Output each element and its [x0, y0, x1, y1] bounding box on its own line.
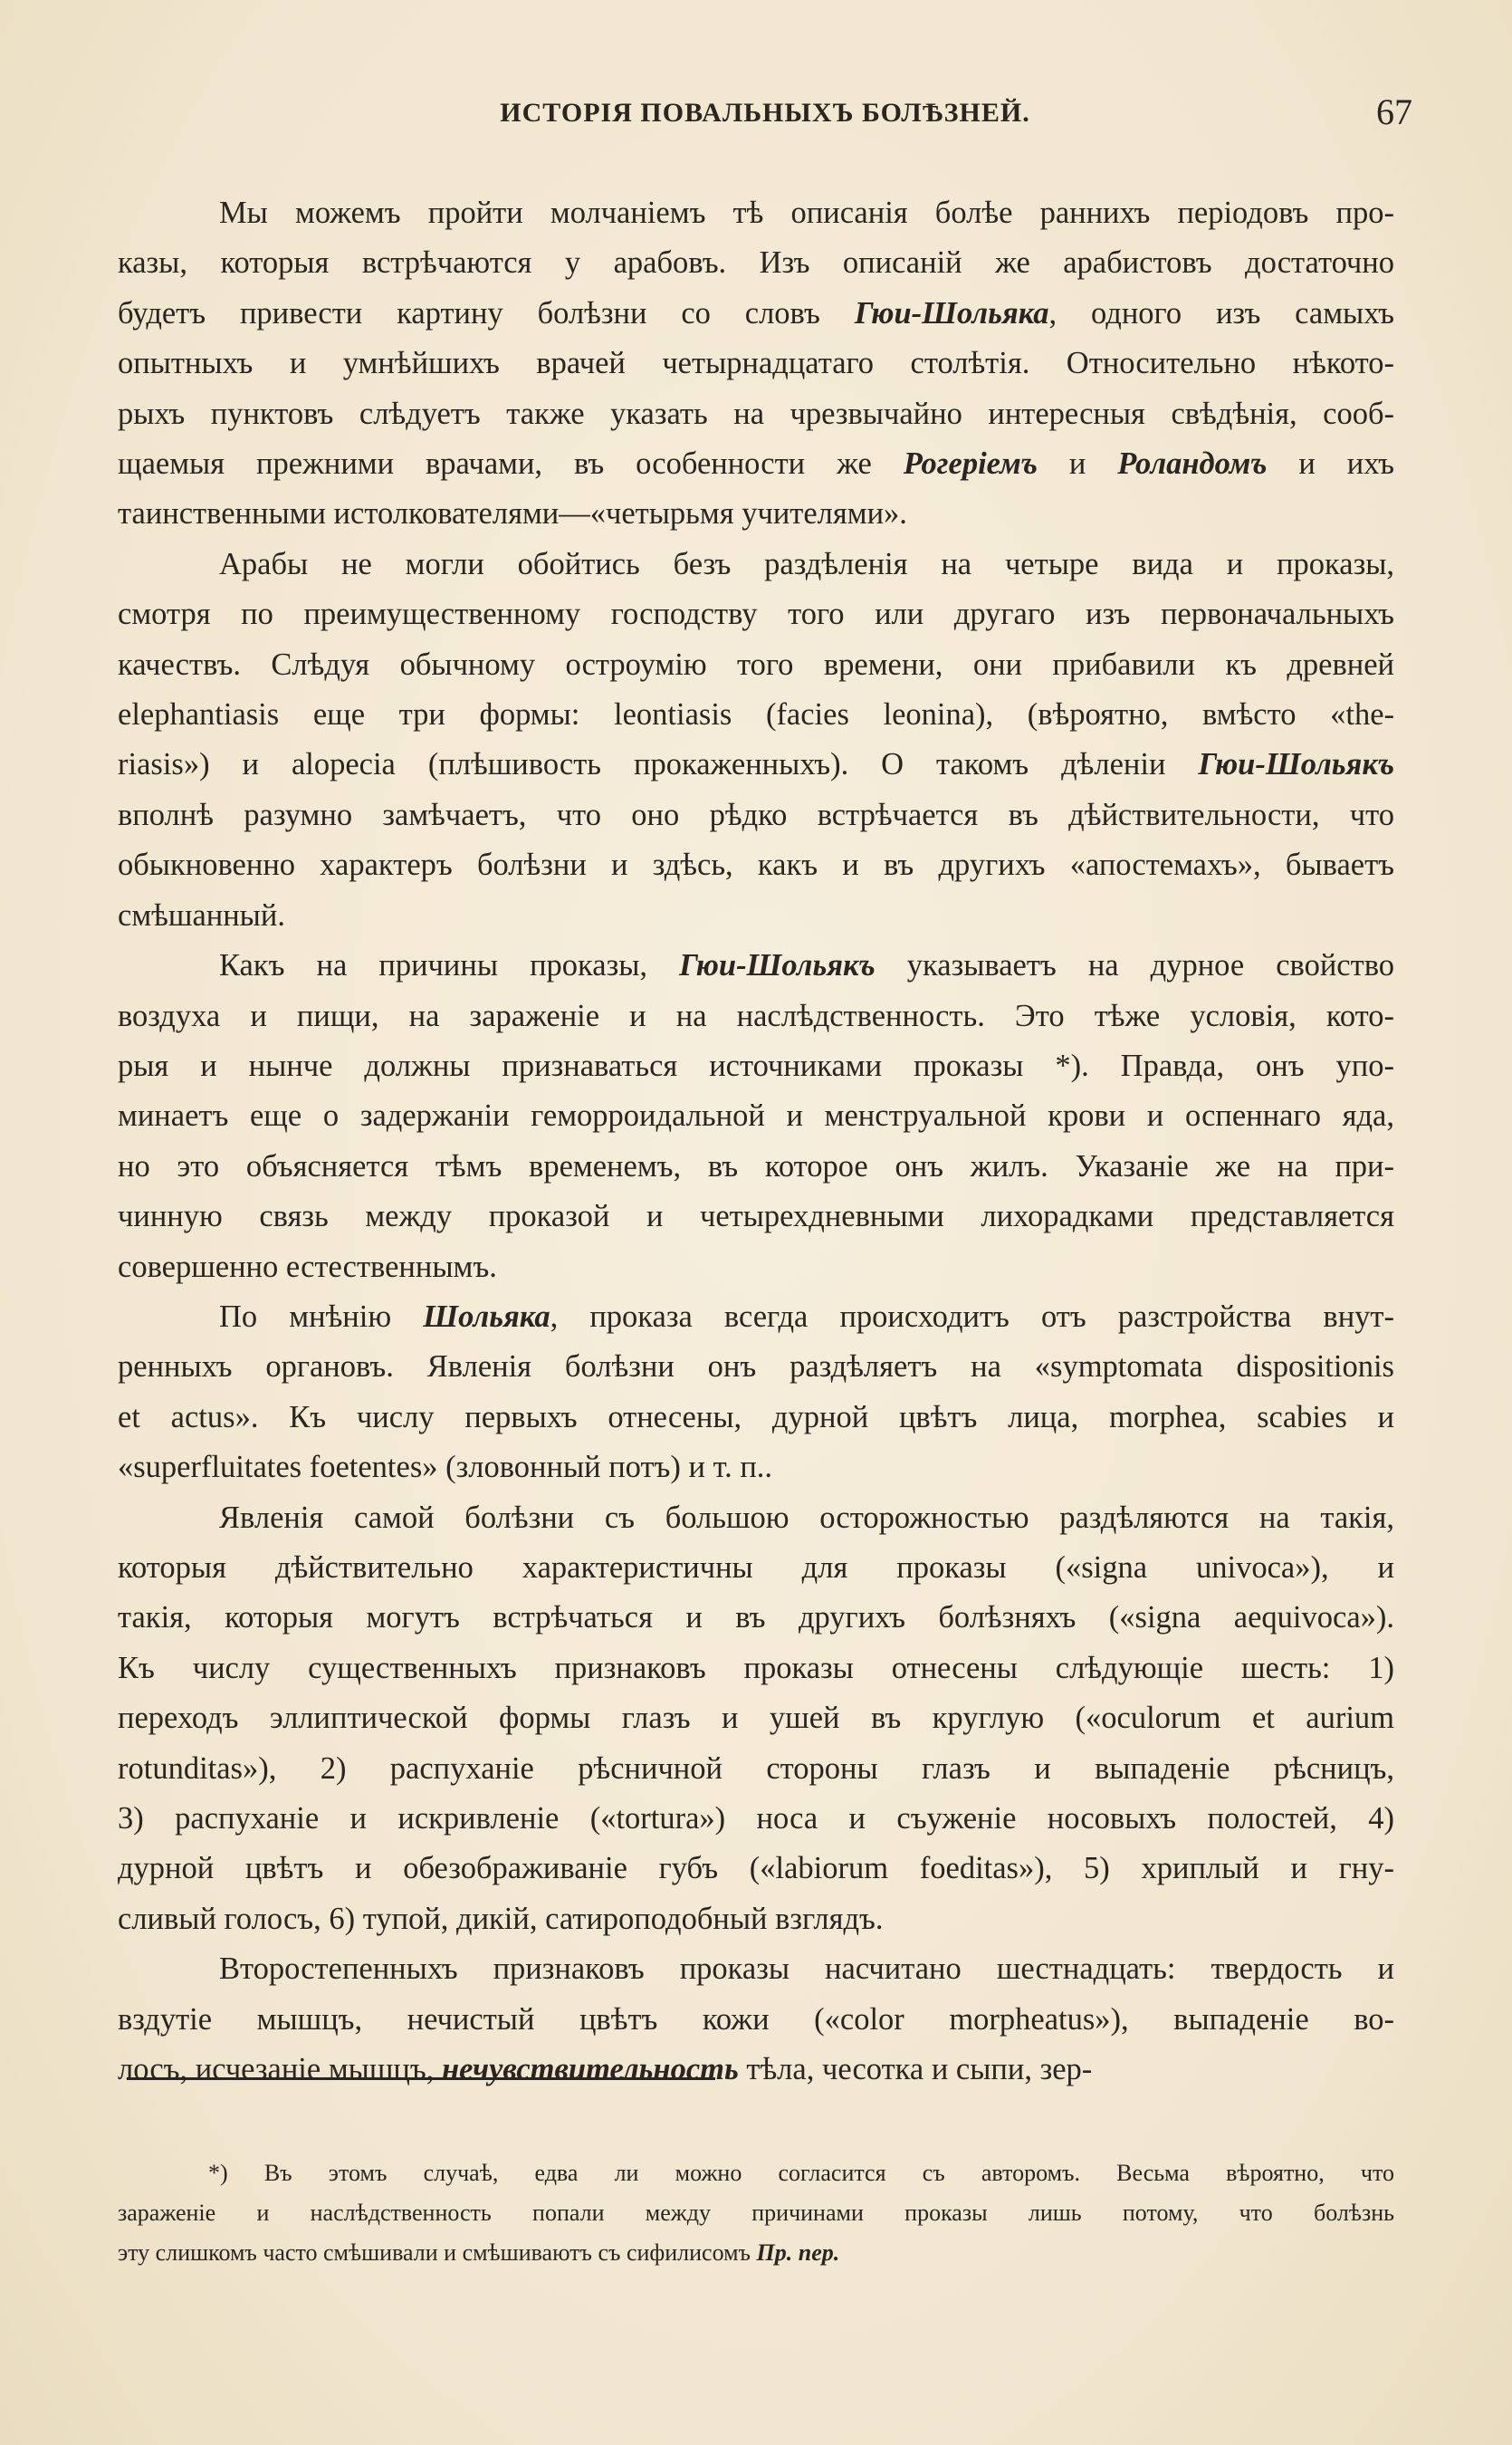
text-line: смѣшанный.	[118, 897, 285, 933]
text-line: лосъ, исчезаніе мышцъ, нечувствительность тѣла, чесотка и сыпи, зер-	[118, 2052, 1093, 2087]
text-line: дурной цвѣтъ и обезображиваніе губъ («labiorum foeditas»), 5) хриплый и гну-	[118, 1851, 1394, 1886]
page-header	[118, 91, 1412, 145]
text-line: riasis») и alopecia (плѣшивость прокаженныхъ). О такомъ дѣленіи Гюи-Шольякъ	[118, 747, 1394, 782]
text-line: 3) распуханіе и искривленіе («tortura») носа и съуженіе носовыхъ полостей, 4)	[118, 1801, 1394, 1836]
text-line: Къ числу существенныхъ признаковъ проказы отнесены слѣдующіе шесть: 1)	[118, 1650, 1394, 1685]
paragraph	[118, 1944, 1394, 2095]
text-line: качествъ. Слѣдуя обычному остроумію того времени, они прибавили къ древней	[118, 647, 1394, 682]
text-line: совершенно естественнымъ.	[118, 1249, 497, 1284]
text-line: rotunditas»), 2) распуханіе рѣсничной стороны глазъ и выпаденіе рѣсницъ,	[118, 1750, 1394, 1786]
text-line: et actus». Къ числу первыхъ отнесены, дурной цвѣтъ лица, morphea, scabies и	[118, 1399, 1394, 1434]
text-line: ренныхъ органовъ. Явленія болѣзни онъ раздѣляетъ на «symptomata dispositionis	[118, 1349, 1394, 1385]
text-line: чинную связь между проказой и четырехдневными лихорадками представляется	[118, 1199, 1394, 1234]
text-line: опытныхъ и умнѣйшихъ врачей четырнадцатаго столѣтія. Относительно нѣкото-	[118, 346, 1394, 381]
text-line: «superfluitates foetentes» (зловонный потъ) и т. п..	[118, 1450, 773, 1485]
paragraph	[118, 540, 1394, 941]
page-number: 67	[1376, 91, 1412, 132]
paragraph	[118, 1493, 1394, 1945]
text-line: эту слишкомъ часто смѣшивали и смѣшиваютъ съ сифилисомъ Пр. пер.	[118, 2239, 840, 2266]
italic-name: Рогеріемъ	[903, 446, 1038, 482]
text-line: которыя дѣйствительно характеристичны для проказы («signa univoca»), и	[118, 1549, 1394, 1585]
italic-name: нечувствительность	[441, 2052, 739, 2087]
text-line: рыя и нынче должны признаваться источниками проказы *). Правда, онъ упо-	[118, 1048, 1394, 1083]
text-line: переходъ эллиптической формы глазъ и ушей въ круглую («oculorum et aurium	[118, 1701, 1394, 1736]
text-line: Какъ на причины проказы, Гюи-Шольякъ указываетъ на дурное свойство	[219, 948, 1394, 983]
text-line: такія, которыя могутъ встрѣчаться и въ другихъ болѣзняхъ («signa aequivoca»).	[118, 1600, 1394, 1635]
text-line: таинственными истолкователями—«четырьмя учителями».	[118, 496, 907, 532]
text-line: elephantiasis еще три формы: leontiasis (facies leonina), (вѣроятно, вмѣсто «the-	[118, 697, 1394, 733]
paragraph	[118, 941, 1394, 1292]
text-line: По мнѣнію Шольяка, проказа всегда происходитъ отъ разстройства внут-	[219, 1299, 1394, 1334]
text-line: минаетъ еще о задержаніи геморроидальной и менструальной крови и оспеннаго яда,	[118, 1098, 1394, 1134]
text-line: смотря по преимущественному господству того или другаго изъ первоначальныхъ	[118, 597, 1394, 632]
text-line: вполнѣ разумно замѣчаетъ, что оно рѣдко встрѣчается въ дѣйствительности, что	[118, 797, 1394, 832]
text-line: обыкновенно характеръ болѣзни и здѣсь, какъ и въ другихъ «апостемахъ», бываетъ	[118, 848, 1394, 883]
italic-name: Пр. пер.	[756, 2239, 840, 2266]
text-line: вздутіе мышцъ, нечистый цвѣтъ кожи («color morpheatus»), выпаденіе во-	[118, 2001, 1394, 2037]
italic-name: Гюи-Шольяка	[854, 295, 1049, 331]
text-line: Явленія самой болѣзни съ большою осторожностью раздѣляются на такія,	[219, 1500, 1394, 1535]
text-line: будетъ привести картину болѣзни со словъ Гюи-Шольяка, одного изъ самыхъ	[118, 295, 1394, 331]
text-line: но это объясняется тѣмъ временемъ, въ которое онъ жилъ. Указаніе же на при-	[118, 1148, 1394, 1184]
text-line: Второстепенныхъ признаковъ проказы насчитано шестнадцать: твердость и	[219, 1951, 1394, 1987]
italic-name: Шольяка	[423, 1299, 550, 1334]
text-line: казы, которыя встрѣчаются у арабовъ. Изъ описаній же арабистовъ достаточно	[118, 245, 1394, 281]
text-line: сливый голосъ, 6) тупой, дикій, сатироподобный взглядъ.	[118, 1901, 884, 1936]
italic-name: Роландомъ	[1117, 446, 1268, 482]
text-line: Арабы не могли обойтись безъ раздѣленія на четыре вида и проказы,	[219, 546, 1394, 581]
running-title: ИСТОРІЯ ПОВАЛЬНЫХЪ БОЛѢЗНЕЙ.	[500, 98, 1030, 128]
text-line: *) Въ этомъ случаѣ, едва ли можно согласится съ авторомъ. Весьма вѣроятно, что	[208, 2160, 1394, 2186]
text-line: зараженіе и наслѣдственность попали между причинами проказы лишь потому, что болѣзнь	[118, 2200, 1394, 2226]
italic-name: Гюи-Шольякъ	[1198, 747, 1394, 782]
paragraph	[118, 188, 1394, 540]
italic-name: Гюи-Шольякъ	[679, 948, 876, 983]
text-line: Мы можемъ пройти молчаніемъ тѣ описанія болѣе раннихъ періодовъ про-	[219, 196, 1394, 230]
footnote	[118, 2153, 1394, 2273]
paragraph	[118, 1292, 1394, 1493]
main-text	[118, 188, 1394, 2095]
text-line: щаемыя прежними врачами, въ особенности же Рогеріемъ и Роландомъ и ихъ	[118, 446, 1394, 482]
footnote-rule	[127, 2077, 715, 2080]
text-line: рыхъ пунктовъ слѣдуетъ также указать на чрезвычайно интересныя свѣдѣнія, сооб-	[118, 396, 1394, 431]
text-line: воздуха и пищи, на зараженіе и на наслѣдственность. Это тѣже условія, кото-	[118, 998, 1394, 1033]
